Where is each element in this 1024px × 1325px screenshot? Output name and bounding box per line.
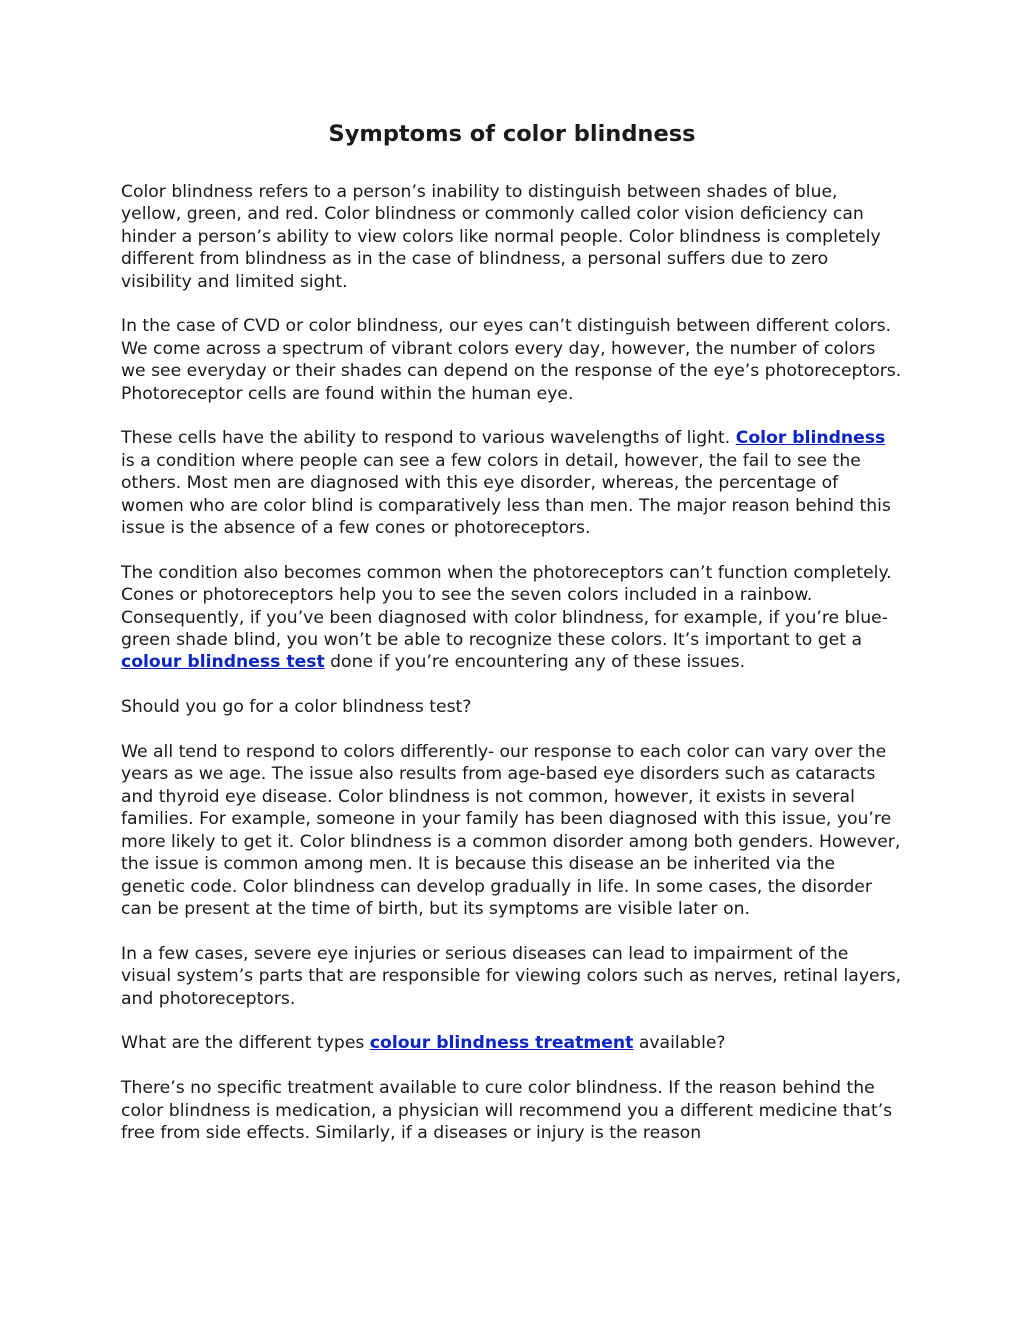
document-page — [121, 116, 903, 1167]
paragraph-cvd: In the case of CVD or color blindness, our eyes can’t distinguish between different colors. We come across a spectrum of vibrant colors every day, however, the number of colors we see everyday or their shades can depend on the response of the eye’s photoreceptors. Photoreceptor cells are found within the human eye. — [121, 316, 902, 404]
colour-blindness-test-link[interactable]: colour blindness test — [121, 652, 325, 673]
paragraph-question-treatment — [121, 1032, 903, 1054]
paragraph-condition — [121, 562, 903, 674]
paragraph-text: is a condition where people can see a few colors in detail, however, the fail to see the others. Most men are diagnosed with this eye disorder, whereas, the percentage of women who are color blind is comparatively less than men. The major reason behind this issue is the absence of a few cones or photoreceptors. — [121, 450, 891, 539]
paragraph-text: done if you’re encountering any of these issues. — [324, 652, 746, 673]
color-blindness-link[interactable]: Color blindness — [735, 428, 886, 449]
paragraph-text: The condition also becomes common when the photoreceptors can’t function completely. Cones or photoreceptors help you to see the seven colors included in a rainbow. Consequently, if you’ve been diagnosed with color blindness, for example, if you’re blue-green shade blind, you won’t be able to recognize these colors. It’s important to get a — [121, 562, 892, 651]
paragraph-respond: We all tend to respond to colors differently- our response to each color can vary over the years as we age. The issue also results from age-based eye disorders such as cataracts and thyroid eye disease. Color blindness is not common, however, it exists in several families. For example, someone in your family has been diagnosed with this issue, you’re more likely to get it. Color blindness is a common disorder among both genders. However, the issue is common among men. It is because this disease an be inherited via the genetic code. Color blindness can develop gradually in life. In some cases, the disorder can be present at the time of birth, but its symptoms are visible later on. — [121, 742, 901, 919]
paragraph-injuries: In a few cases, severe eye injuries or serious diseases can lead to impairment of the visual system’s parts that are responsible for viewing colors such as nerves, retinal layers, and photoreceptors. — [121, 943, 902, 1009]
paragraph-text: These cells have the ability to respond to various wavelengths of light. — [121, 428, 736, 449]
paragraph-question-test: Should you go for a color blindness test? — [121, 697, 472, 718]
page-title: Symptoms of color blindness — [328, 121, 696, 147]
colour-blindness-treatment-link[interactable]: colour blindness treatment — [369, 1033, 634, 1054]
paragraph-text: available? — [633, 1033, 726, 1054]
paragraph-intro: Color blindness refers to a person’s inability to distinguish between shades of blue, yellow, green, and red. Color blindness or commonly called color vision deficiency can hinder a person’s ability to view colors like normal people. Color blindness is completely different from blindness as in the case of blindness, a personal suffers due to zero visibility and limited sight. — [121, 182, 881, 292]
paragraph-text: What are the different types — [121, 1033, 370, 1054]
paragraph-treatment: There’s no specific treatment available to cure color blindness. If the reason behind the color blindness is medication, a physician will recommend you a different medicine that’s free from side effects. Similarly, if a diseases or injury is the reason — [121, 1078, 893, 1143]
paragraph-cells — [121, 427, 903, 539]
